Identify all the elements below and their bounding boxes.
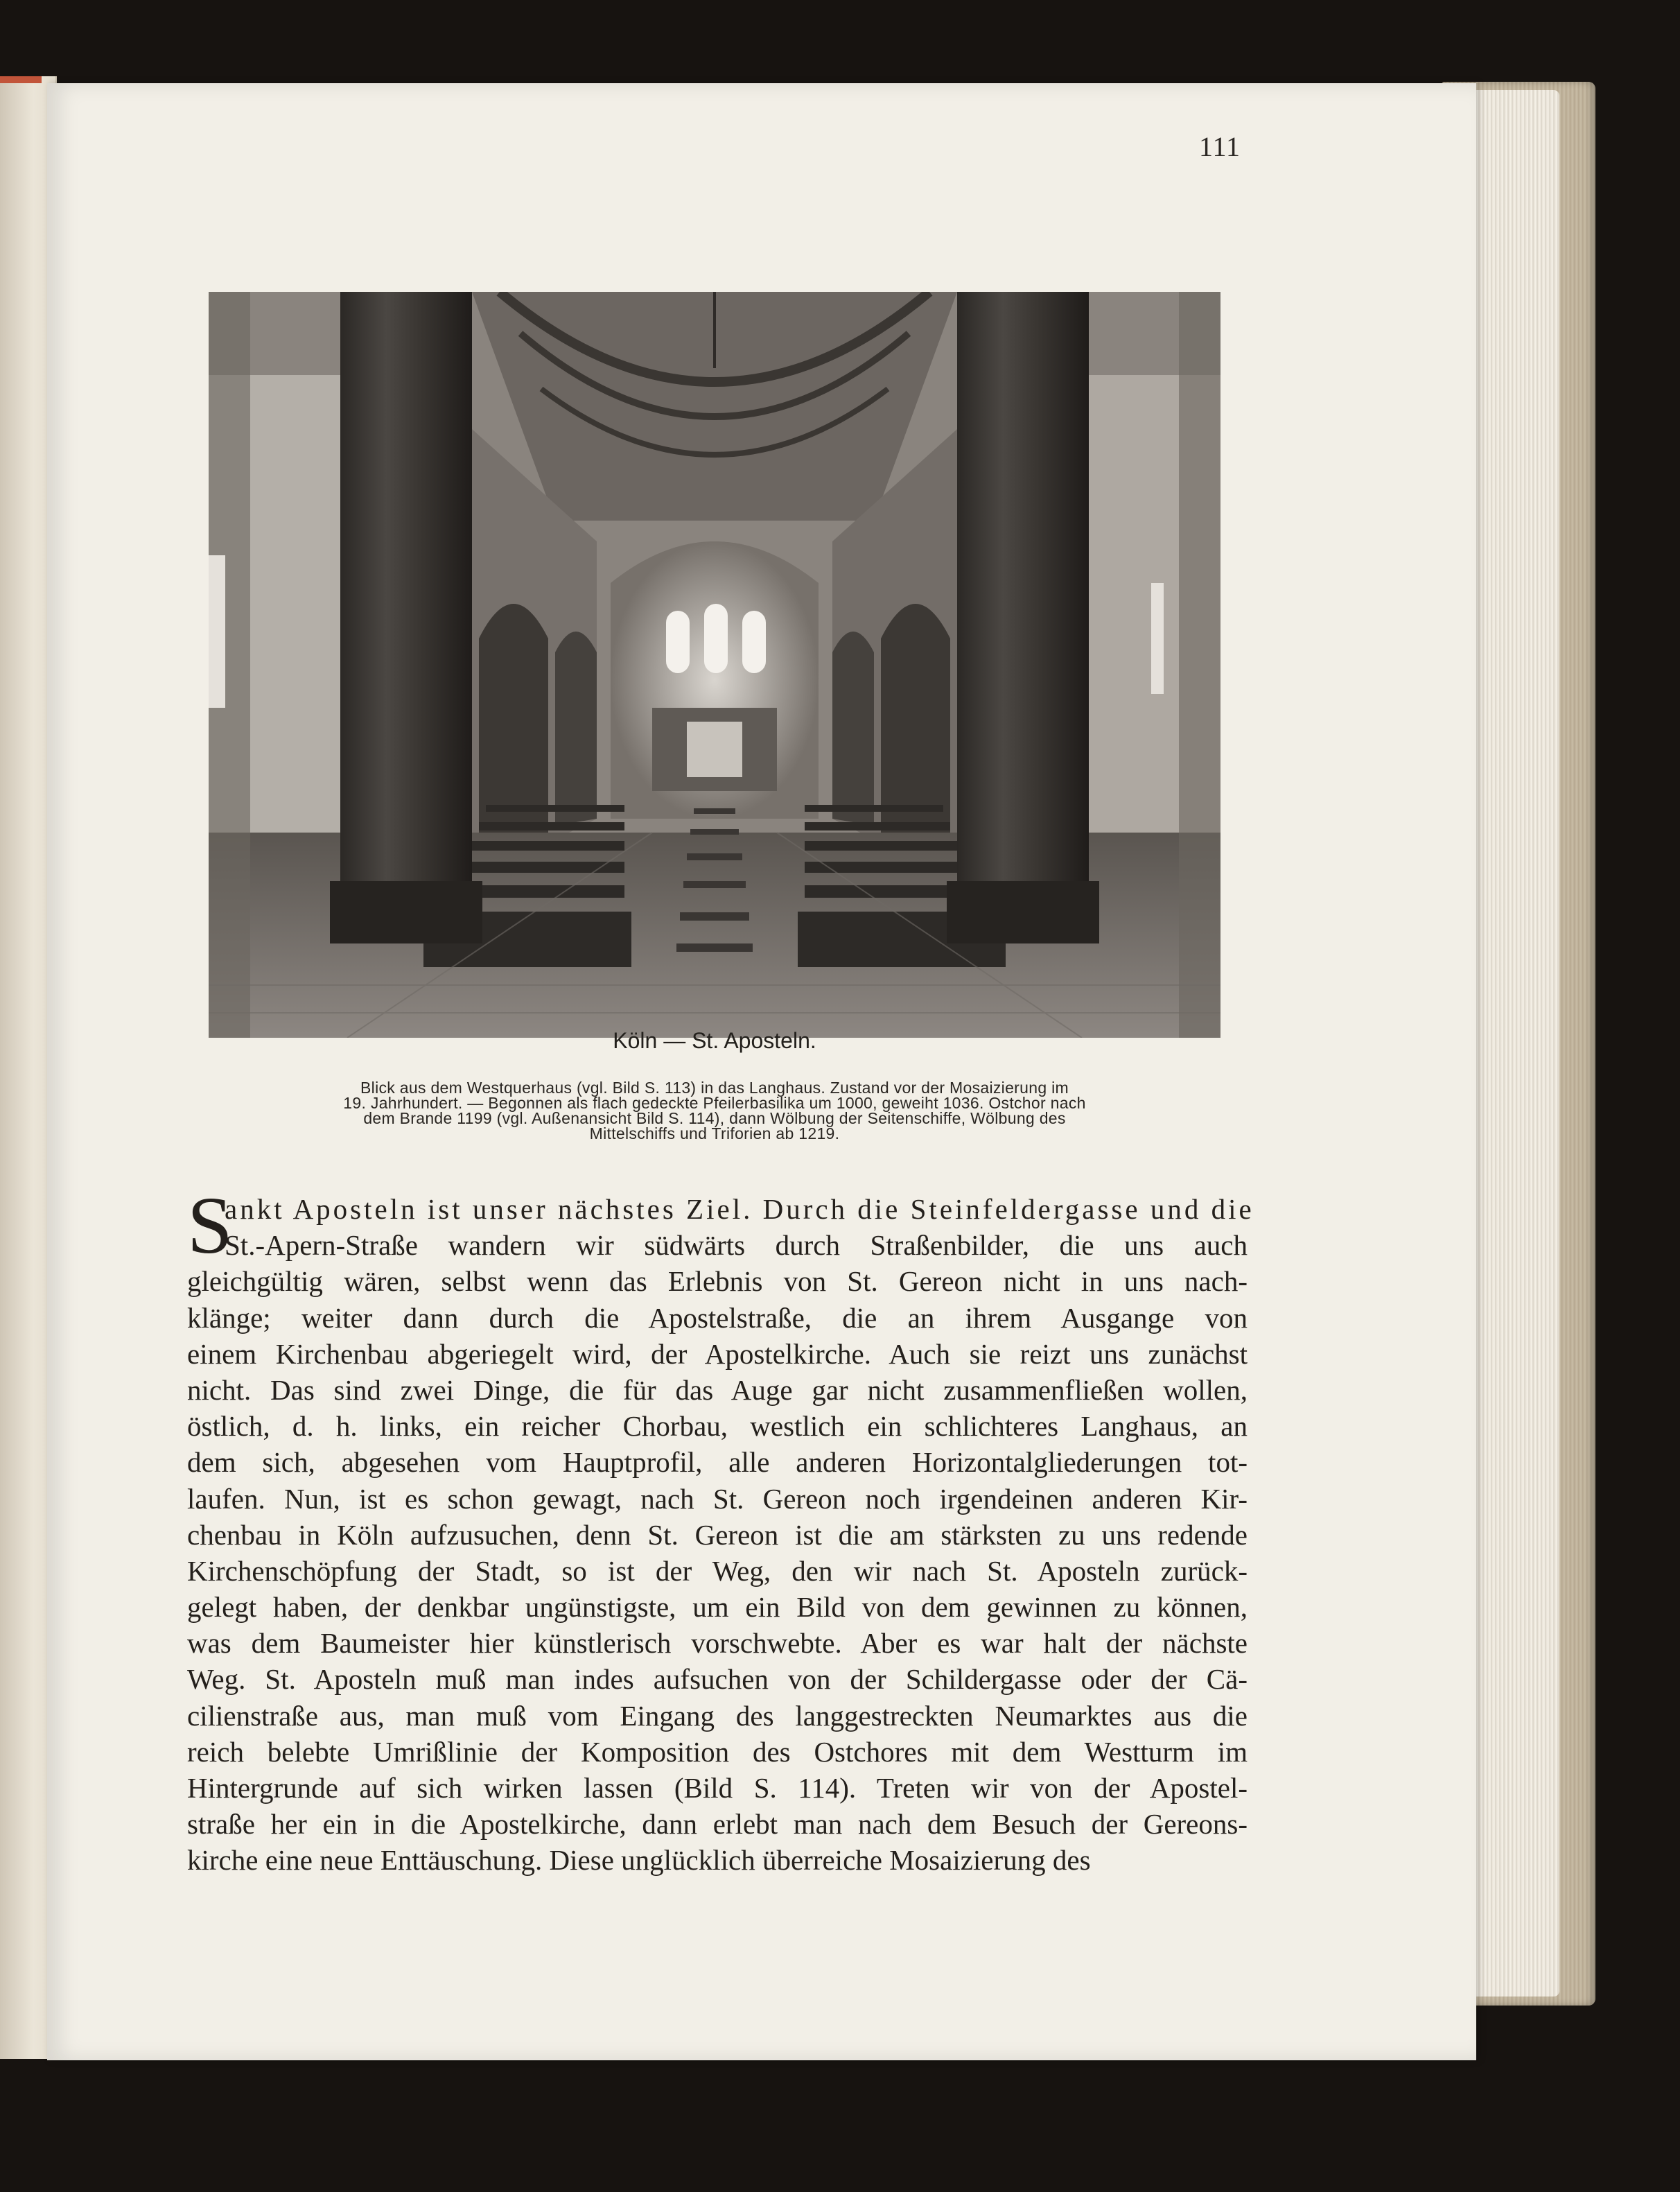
text-line: laufen. Nun, ist es schon gewagt, nach St. Gereon noch irgendeinen anderen Kir- [187, 1482, 1248, 1515]
text-line: chenbau in Köln aufzusuchen, denn St. Gereon ist die am stärksten zu uns redende [187, 1518, 1248, 1551]
text-line: straße her ein in die Apostelkirche, dann erlebt man nach dem Besuch der Gereons- [187, 1808, 1248, 1841]
drop-cap: S [187, 1180, 233, 1271]
bookmark-ribbon [0, 76, 42, 83]
text-line: einem Kirchenbau abgeriegelt wird, der Apostelkirche. Auch sie reizt uns zunächst [187, 1337, 1248, 1370]
figure-title: Köln — St. Aposteln. [613, 1028, 816, 1053]
text-line: östlich, d. h. links, ein reicher Chorbau, westlich ein schlichteres Langhaus, an [187, 1410, 1248, 1443]
church-interior-photo [209, 292, 1220, 1038]
text-line: Hintergrunde auf sich wirken lassen (Bild S. 114). Treten wir von der Apostel- [187, 1772, 1248, 1804]
figure-caption [209, 1080, 1220, 1141]
caption-line: 19. Jahrhundert. — Begonnen als flach gedeckte Pfeilerbasilika um 1000, geweiht 1036. Ostchor nach [343, 1094, 1086, 1112]
caption-line: dem Brande 1199 (vgl. Außenansicht Bild S. 114), dann Wölbung der Seitenschiffe, Wölbung des [363, 1109, 1066, 1127]
text-line: kirche eine neue Enttäuschung. Diese unglücklich überreiche Mosaizierung des [187, 1844, 1091, 1877]
text-line: was dem Baumeister hier künstlerisch vorschwebte. Aber es war halt der nächste [187, 1627, 1248, 1660]
text-line: Kirchenschöpfung der Stadt, so ist der Weg, den wir nach St. Aposteln zurück- [187, 1554, 1248, 1587]
text-line: ankt Aposteln ist unser nächstes Ziel. Durch die Steinfeldergasse und die [225, 1193, 1254, 1225]
caption-line: Mittelschiffs und Triforien ab 1219. [589, 1124, 840, 1142]
body-text [187, 1180, 1254, 1879]
page-number: 111 [1198, 131, 1241, 162]
text-line: St.-Apern-Straße wandern wir südwärts durch Straßenbilder, die uns auch [225, 1229, 1248, 1262]
text-line: gleichgültig wären, selbst wenn das Erlebnis von St. Gereon nicht in uns nach- [187, 1265, 1248, 1298]
text-line: cilienstraße aus, man muß vom Eingang des langgestreckten Neumarktes aus die [187, 1699, 1248, 1732]
text-line: dem sich, abgesehen vom Hauptprofil, alle anderen Horizontalgliederungen tot- [187, 1446, 1248, 1479]
text-line: nicht. Das sind zwei Dinge, die für das Auge gar nicht zusammenfließen wollen, [187, 1373, 1248, 1406]
text-line: klänge; weiter dann durch die Apostelstraße, die an ihrem Ausgange von [187, 1301, 1248, 1334]
text-line: reich belebte Umrißlinie der Komposition des Ostchores mit dem Westturm im [187, 1735, 1248, 1768]
text-line: gelegt haben, der denkbar ungünstigste, um ein Bild von dem gewinnen zu können, [187, 1591, 1248, 1624]
caption-line: Blick aus dem Westquerhaus (vgl. Bild S. 113) in das Langhaus. Zustand vor der Mosaizierung im [360, 1079, 1069, 1097]
text-line: Weg. St. Aposteln muß man indes aufsuchen von der Schildergasse oder der Cä- [187, 1663, 1248, 1696]
